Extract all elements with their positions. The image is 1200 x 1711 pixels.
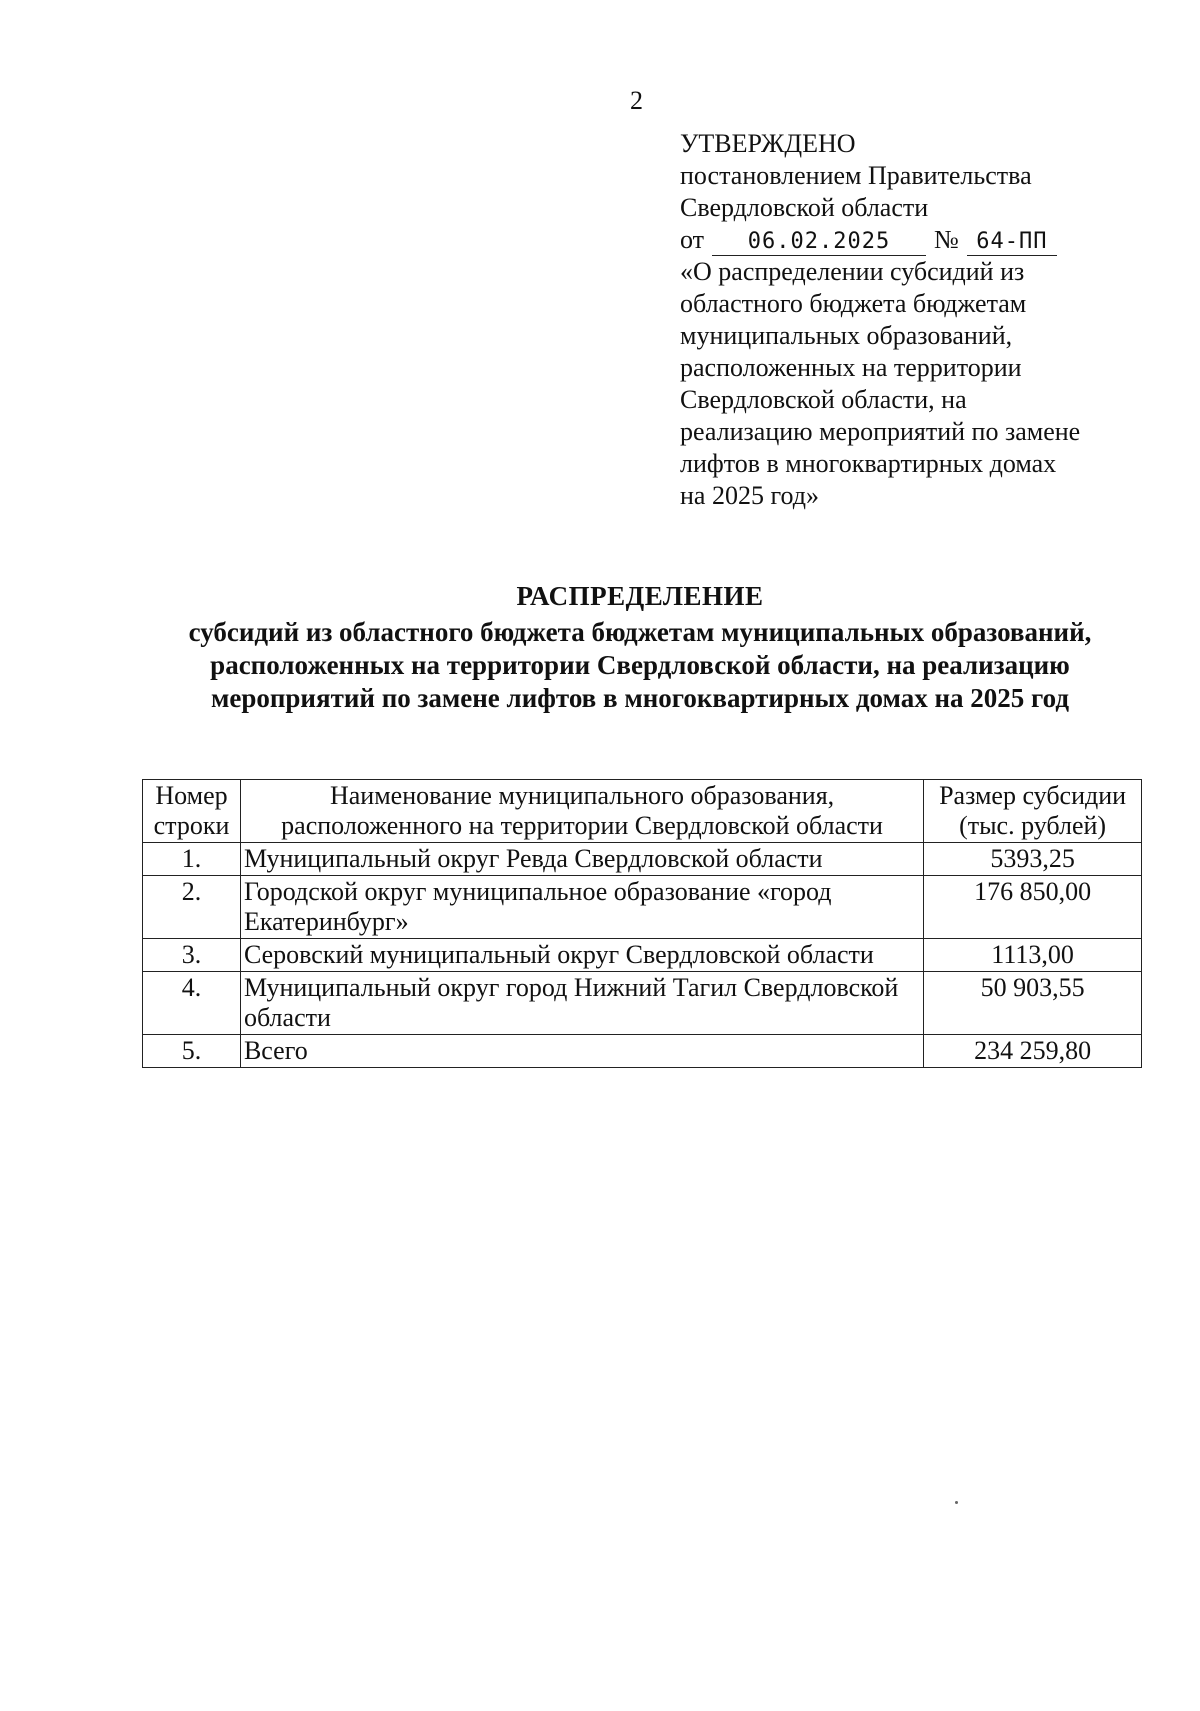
approval-line: Свердловской области	[680, 193, 929, 222]
approval-line: постановлением Правительства	[680, 161, 1032, 190]
scan-dot-mark	[955, 1501, 958, 1504]
municipality-name: Муниципальный округ город Нижний Тагил Свердловской области	[240, 972, 923, 1035]
table-row-total	[143, 1035, 1142, 1068]
date-prefix: от	[680, 225, 705, 254]
document-title-subline: расположенных на территории Свердловской области, на реализацию	[210, 650, 1070, 680]
table-row	[143, 939, 1142, 972]
number-sign: №	[934, 225, 959, 254]
resolution-title-line: реализацию мероприятий по замене	[680, 417, 1081, 446]
resolution-title-line: муниципальных образований,	[680, 321, 1013, 350]
row-number: 3.	[143, 939, 241, 972]
document-title-subline: мероприятий по замене лифтов в многоквартирных домах на 2025 год	[210, 683, 1070, 713]
distribution-table	[142, 779, 1142, 1068]
subsidy-amount: 176 850,00	[924, 876, 1142, 939]
subsidy-amount: 5393,25	[924, 843, 1142, 876]
document-title	[130, 580, 1150, 715]
approval-heading: УТВЕРЖДЕНО	[680, 129, 856, 158]
resolution-title-line: лифтов в многоквартирных домах	[680, 449, 1057, 478]
total-label: Всего	[240, 1035, 923, 1068]
row-number: 2.	[143, 876, 241, 939]
header-row-number: Номер строки	[143, 780, 241, 843]
row-number: 5.	[143, 1035, 241, 1068]
page-number: 2	[630, 86, 643, 115]
header-subsidy-amount: Размер субсидии (тыс. рублей)	[924, 780, 1142, 843]
approval-stamp	[680, 128, 1150, 512]
approval-date: 06.02.2025	[712, 229, 926, 256]
table-row	[143, 843, 1142, 876]
subsidy-amount: 1113,00	[924, 939, 1142, 972]
municipality-name: Городской округ муниципальное образование «город Екатеринбург»	[240, 876, 923, 939]
resolution-title-line: Свердловской области, на	[680, 385, 967, 414]
resolution-title-line: областного бюджета бюджетам	[680, 289, 1027, 318]
row-number: 1.	[143, 843, 241, 876]
header-municipality-name: Наименование муниципального образования, расположенного на территории Свердловской области	[240, 780, 923, 843]
approval-date-number-row	[680, 224, 1150, 256]
subsidy-amount: 50 903,55	[924, 972, 1142, 1035]
table-row	[143, 876, 1142, 939]
municipality-name: Муниципальный округ Ревда Свердловской области	[240, 843, 923, 876]
resolution-title-line: на 2025 год»	[680, 481, 819, 510]
approval-number: 64-ПП	[967, 229, 1057, 256]
document-title-subline: субсидий из областного бюджета бюджетам муниципальных образований,	[188, 617, 1092, 647]
total-amount: 234 259,80	[924, 1035, 1142, 1068]
document-title-main: РАСПРЕДЕЛЕНИЕ	[516, 581, 764, 611]
resolution-title-line: «О распределении субсидий из	[680, 257, 1025, 286]
table-row	[143, 972, 1142, 1035]
resolution-title-line: расположенных на территории	[680, 353, 1022, 382]
municipality-name: Серовский муниципальный округ Свердловской области	[240, 939, 923, 972]
table-header-row	[143, 780, 1142, 843]
row-number: 4.	[143, 972, 241, 1035]
